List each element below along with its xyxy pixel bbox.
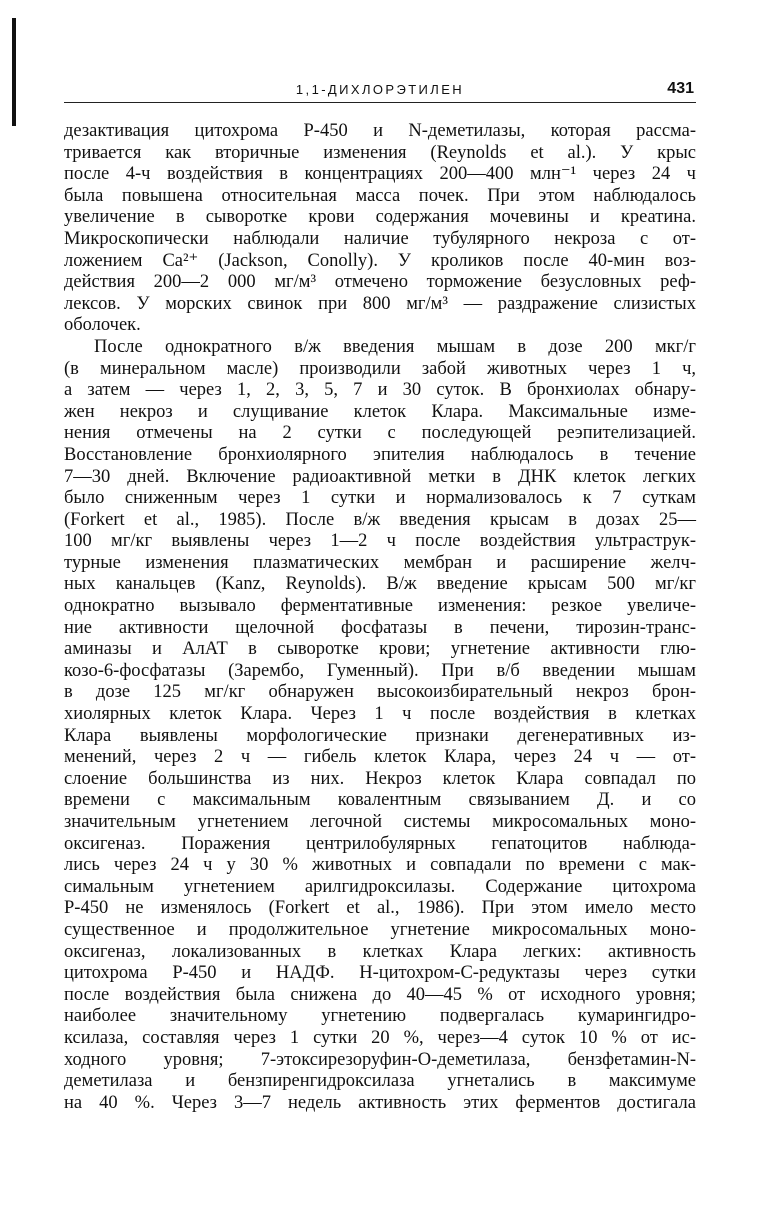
- text-line: 7—30 дней. Включение радиоактивной метки в ДНК клеток легких: [64, 466, 696, 487]
- text-line: хиолярных клеток Клара. Через 1 ч после воздействия в клетках: [64, 704, 696, 725]
- text-line: была повышена относительная масса почек. При этом наблюдалось: [64, 185, 696, 206]
- text-line: после 4-ч воздействия в концентрациях 200—400 млн⁻¹ через 24 ч: [64, 164, 696, 185]
- text-line: ных канальцев (Kanz, Reynolds). В/ж введение крысам 500 мг/кг: [64, 574, 696, 595]
- text-line: лексов. У морских свинок при 800 мг/м³ — раздражение слизистых: [64, 293, 696, 314]
- text-line: однократно вызывало ферментативные изменения: резкое увеличе-: [64, 596, 696, 617]
- text-line: аминазы и АлАТ в сыворотке крови; угнетение активности глю-: [64, 639, 696, 660]
- text-line: значительным угнетением легочной системы микросомальных моно-: [64, 812, 696, 832]
- text-line: оболочек.: [64, 315, 141, 336]
- text-line: дезактивация цитохрома Р-450 и N-деметилазы, которая рассма-: [64, 121, 696, 141]
- text-line: (в минеральном масле) производили забой животных через 1 ч,: [64, 358, 696, 379]
- text-line: После однократного в/ж введения мышам в дозе 200 мкг/г: [94, 336, 696, 357]
- text-line: симальным угнетением арилгидроксилазы. Содержание цитохрома: [64, 876, 696, 897]
- margin-rule: [12, 18, 16, 126]
- text-line: ние активности щелочной фосфатазы в печени, тирозин-транс-: [64, 617, 696, 638]
- text-line: оксигеназ. Поражения центрилобулярных гепатоцитов наблюда-: [64, 833, 696, 854]
- text-line: оксигеназ, локализованных в клетках Клара легких: активность: [64, 941, 696, 962]
- text-line: на 40 %. Через 3—7 недель активность этих ферментов достигала: [64, 1092, 696, 1113]
- text-line: было сниженным через 1 сутки и нормализовалось к 7 суткам: [64, 488, 696, 509]
- text-line: жен некроз и слущивание клеток Клара. Максимальные изме-: [64, 401, 696, 422]
- running-head: 1,1-ДИХЛОРЭТИЛЕН: [295, 82, 465, 97]
- text-line: менений, через 2 ч — гибель клеток Клара, через 24 ч — от-: [64, 747, 696, 768]
- text-line: после воздействия была снижена до 40—45 % от исходного уровня;: [64, 984, 696, 1005]
- body-text: [64, 121, 696, 1114]
- page-number: 431: [667, 80, 694, 97]
- text-line: увеличение в сыворотке крови содержания мочевины и креатина.: [64, 207, 696, 228]
- text-line: ложением Ca²⁺ (Jackson, Conolly). У кроликов после 40-мин воз-: [64, 250, 696, 271]
- text-line: существенное и продолжительное угнетение микросомальных моно-: [64, 919, 696, 940]
- text-line: слоение большинства из них. Некроз клеток Клара совпадал по: [64, 768, 696, 789]
- text-line: 100 мг/кг выявлены через 1—2 ч после воздействия ультраструк-: [64, 531, 696, 552]
- text-line: времени с максимальным ковалентным связыванием Д. и со: [64, 790, 696, 811]
- text-line: действия 200—2 000 мг/м³ отмечено торможение безусловных реф-: [64, 272, 696, 293]
- text-line: в дозе 125 мг/кг обнаружен высокоизбирательный некроз брон-: [64, 682, 696, 703]
- text-line: Микроскопически наблюдали наличие тубулярного некроза с от-: [64, 228, 696, 249]
- text-line: наиболее значительному угнетению подвергалась кумарингидро-: [64, 1006, 696, 1027]
- paragraph: [64, 121, 696, 337]
- text-line: тривается как вторичные изменения (Reynolds et al.). У крыс: [64, 142, 696, 163]
- text-line: Восстановление бронхиолярного эпителия наблюдалось в течение: [64, 444, 696, 465]
- text-line: деметилаза и бензпиренгидроксилаза угнетались в максимуме: [64, 1071, 696, 1092]
- page-header: [64, 80, 696, 103]
- text-line: нения отмечены на 2 сутки с последующей реэпителизацией.: [64, 423, 696, 444]
- text-line: козо-6-фосфатазы (Зарембо, Гуменный). При в/б введении мышам: [64, 660, 696, 681]
- text-line: лись через 24 ч у 30 % животных и совпадали по времени с мак-: [64, 855, 696, 876]
- text-line: Клара выявлены морфологические признаки дегенеративных из-: [64, 725, 696, 746]
- text-line: цитохрома Р-450 и НАДФ. Н-цитохром-С-редуктазы через сутки: [64, 963, 696, 984]
- text-line: ксилаза, составляя через 1 сутки 20 %, через—4 суток 10 % от ис-: [64, 1027, 696, 1048]
- paragraph: [64, 337, 696, 1114]
- text-line: ходного уровня; 7-этоксирезоруфин-О-деметилаза, бензфетамин-N-: [64, 1049, 696, 1070]
- text-line: Р-450 не изменялось (Forkert et al., 1986). При этом имело место: [64, 898, 696, 919]
- text-line: турные изменения плазматических мембран и расширение желч-: [64, 552, 696, 573]
- text-line: а затем — через 1, 2, 3, 5, 7 и 30 суток. В бронхиолах обнару-: [64, 380, 696, 401]
- text-line: (Forkert et al., 1985). После в/ж введения крысам в дозах 25—: [64, 509, 696, 530]
